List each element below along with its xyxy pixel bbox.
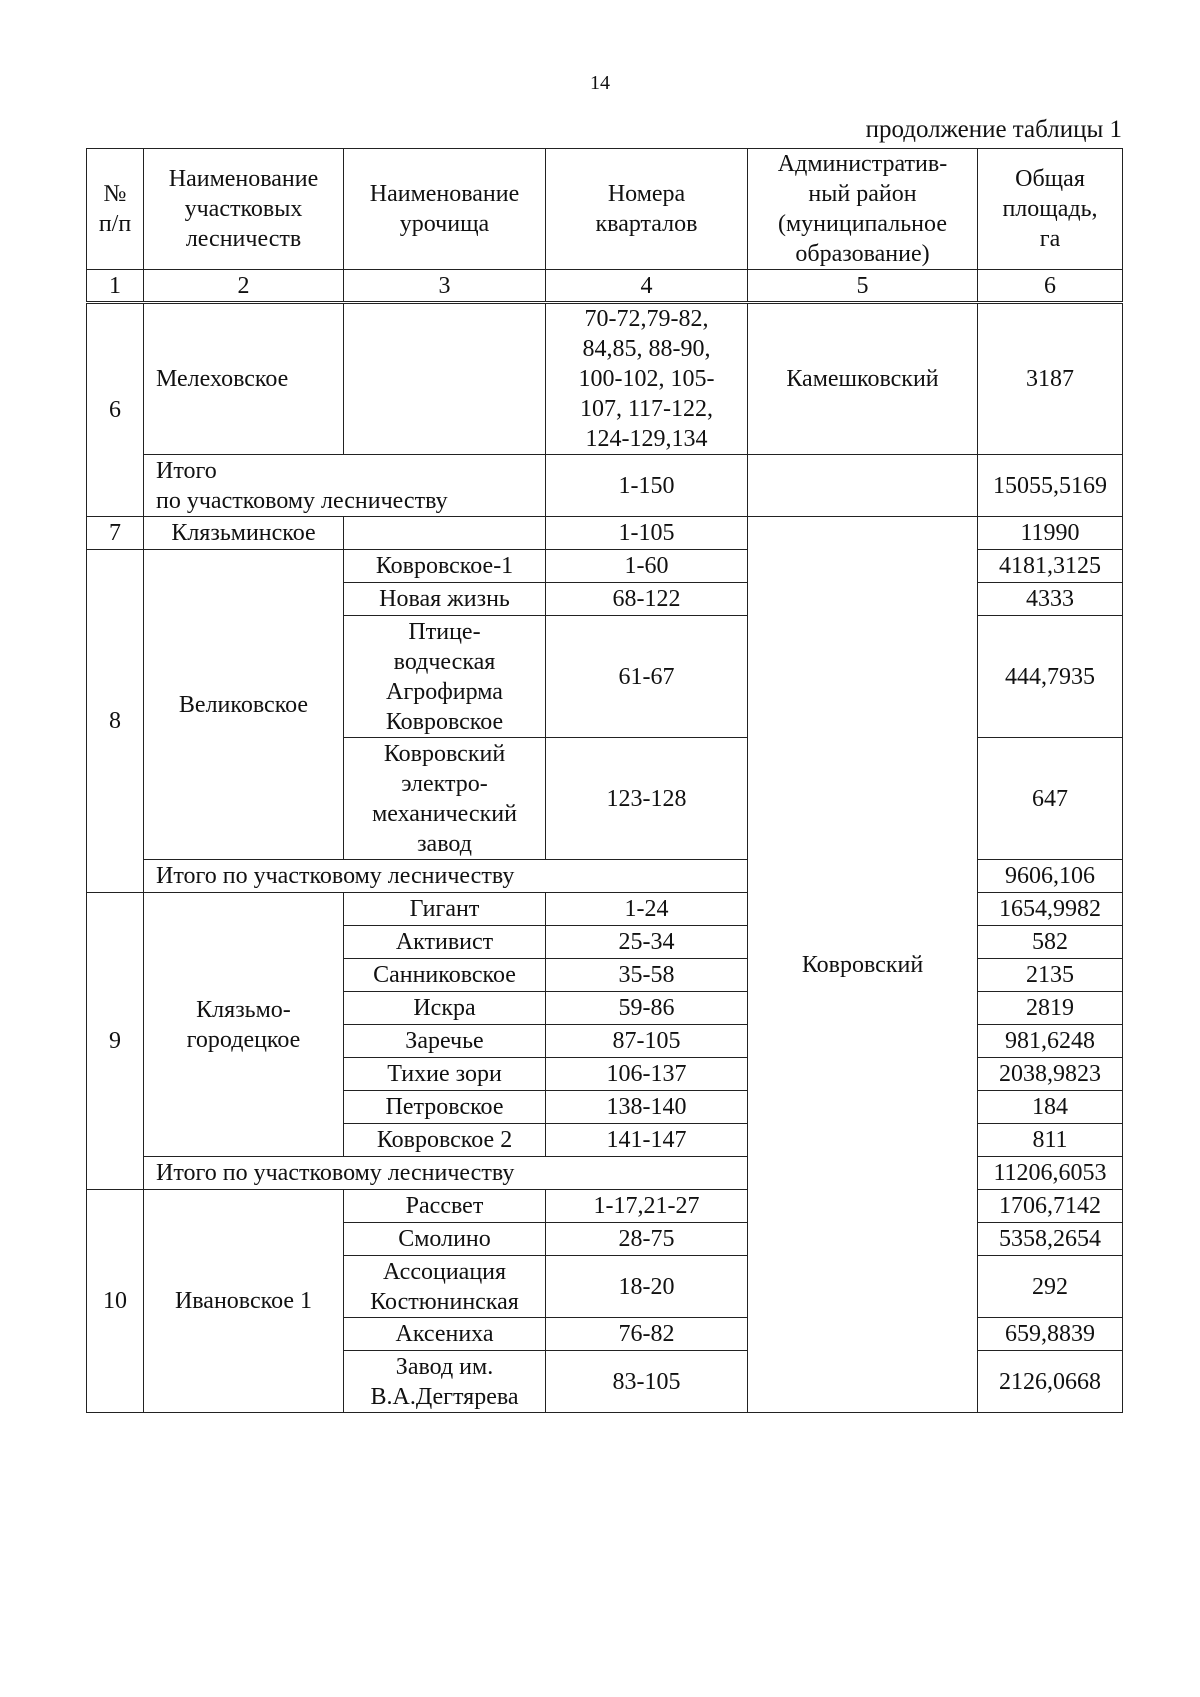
tract-name: Искра [344,992,546,1025]
subtotal-area: 15055,5169 [978,455,1123,517]
column-number: 3 [344,270,546,303]
header-number: № п/п [87,149,144,270]
area-value: 11990 [978,517,1123,550]
quarter-numbers: 1-105 [546,517,748,550]
table-continuation-label: продолжение таблицы 1 [865,116,1122,143]
column-number-row [87,270,1123,303]
subtotal-label: Итого по участковому лесничеству [144,1157,748,1190]
tract-name: Ковровское 2 [344,1124,546,1157]
quarter-numbers: 1-60 [546,550,748,583]
quarter-numbers: 83-105 [546,1351,748,1413]
forestry-name: Великовское [144,550,344,860]
quarter-numbers: 35-58 [546,959,748,992]
quarter-numbers: 18-20 [546,1256,748,1318]
tract-name: Ковровский электро- механический завод [344,738,546,860]
area-value: 2038,9823 [978,1058,1123,1091]
quarter-numbers: 106-137 [546,1058,748,1091]
tract-name: Санниковское [344,959,546,992]
quarter-numbers: 28-75 [546,1223,748,1256]
forestry-name: Клязьмо- городецкое [144,893,344,1157]
district-name [748,455,978,517]
area-value: 3187 [978,303,1123,455]
quarter-numbers: 87-105 [546,1025,748,1058]
column-number: 4 [546,270,748,303]
column-number: 6 [978,270,1123,303]
subtotal-area: 9606,106 [978,860,1123,893]
area-value: 582 [978,926,1123,959]
subtotal-row [87,455,1123,517]
row-number: 6 [87,303,144,517]
tract-name [344,303,546,455]
quarter-numbers: 138-140 [546,1091,748,1124]
area-value: 659,8839 [978,1318,1123,1351]
table-header-row [87,149,1123,270]
column-number: 1 [87,270,144,303]
district-name: Ковровский [748,517,978,1413]
quarter-numbers: 141-147 [546,1124,748,1157]
header-forestry-name: Наименование участковых лесничеств [144,149,344,270]
district-name: Камешковский [748,303,978,455]
page-number: 14 [590,72,610,94]
header-tract-name: Наименование урочища [344,149,546,270]
forestry-table [86,148,1123,1413]
table-row [87,303,1123,455]
area-value: 981,6248 [978,1025,1123,1058]
quarter-numbers: 68-122 [546,583,748,616]
quarter-numbers: 1-150 [546,455,748,517]
tract-name: Смолино [344,1223,546,1256]
area-value: 2126,0668 [978,1351,1123,1413]
quarter-numbers: 59-86 [546,992,748,1025]
area-value: 811 [978,1124,1123,1157]
tract-name: Петровское [344,1091,546,1124]
row-number: 10 [87,1190,144,1413]
area-value: 1706,7142 [978,1190,1123,1223]
tract-name: Активист [344,926,546,959]
quarter-numbers: 70-72,79-82, 84,85, 88-90, 100-102, 105- 107, 117-122, 124-129,134 [546,303,748,455]
column-number: 5 [748,270,978,303]
row-number: 8 [87,550,144,893]
tract-name [344,517,546,550]
area-value: 444,7935 [978,616,1123,738]
tract-name: Новая жизнь [344,583,546,616]
tract-name: Птице- водческая Агрофирма Ковровское [344,616,546,738]
row-number: 7 [87,517,144,550]
tract-name: Тихие зори [344,1058,546,1091]
area-value: 4181,3125 [978,550,1123,583]
quarter-numbers: 1-17,21-27 [546,1190,748,1223]
tract-name: Ковровское-1 [344,550,546,583]
row-number: 9 [87,893,144,1190]
tract-name: Гигант [344,893,546,926]
area-value: 4333 [978,583,1123,616]
area-value: 2135 [978,959,1123,992]
header-total-area: Общая площадь, га [978,149,1123,270]
tract-name: Завод им. В.А.Дегтярева [344,1351,546,1413]
area-value: 1654,9982 [978,893,1123,926]
header-district: Административ- ный район (муниципальное образование) [748,149,978,270]
header-quarter-numbers: Номера кварталов [546,149,748,270]
table-row [87,517,1123,550]
forestry-name: Клязьминское [144,517,344,550]
forestry-name: Мелеховское [144,303,344,455]
quarter-numbers: 76-82 [546,1318,748,1351]
quarter-numbers: 123-128 [546,738,748,860]
subtotal-label: Итого по участковому лесничеству [144,860,748,893]
area-value: 292 [978,1256,1123,1318]
quarter-numbers: 61-67 [546,616,748,738]
forestry-name: Ивановское 1 [144,1190,344,1413]
area-value: 184 [978,1091,1123,1124]
tract-name: Аксениха [344,1318,546,1351]
area-value: 5358,2654 [978,1223,1123,1256]
subtotal-label: Итого по участковому лесничеству [144,455,546,517]
quarter-numbers: 25-34 [546,926,748,959]
tract-name: Ассоциация Костюнинская [344,1256,546,1318]
tract-name: Рассвет [344,1190,546,1223]
column-number: 2 [144,270,344,303]
tract-name: Заречье [344,1025,546,1058]
area-value: 647 [978,738,1123,860]
subtotal-area: 11206,6053 [978,1157,1123,1190]
area-value: 2819 [978,992,1123,1025]
quarter-numbers: 1-24 [546,893,748,926]
